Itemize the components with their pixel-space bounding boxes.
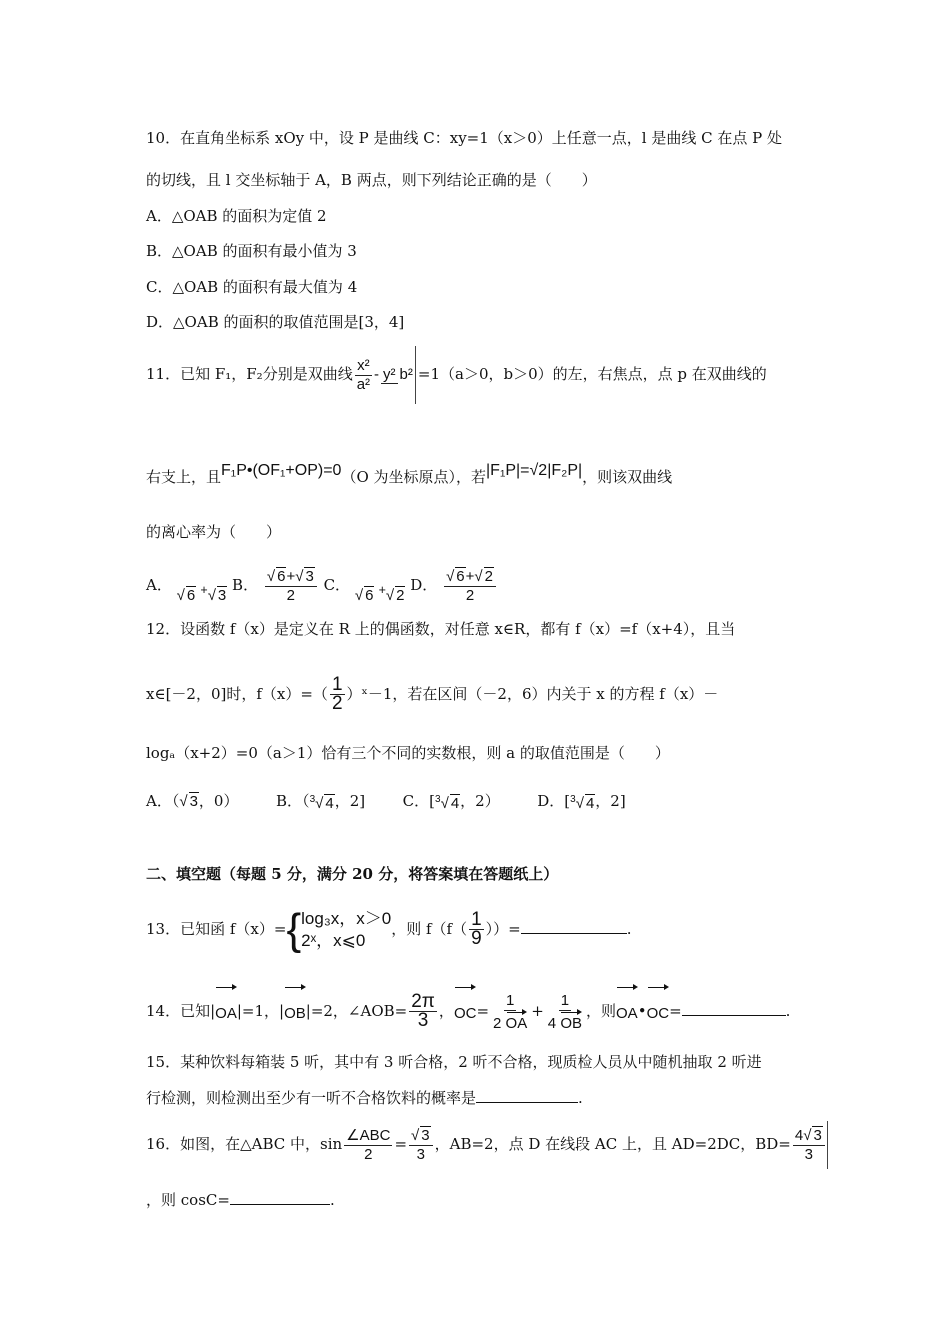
- piecewise-function: { log₃x，x＞0 2ˣ，x⩽0: [286, 905, 392, 955]
- q11-option-a-label: A．: [146, 576, 172, 594]
- q10-line1: 10．在直角坐标系 xOy 中，设 P 是曲线 C：xy=1（x＞0）上任意一点，l 是曲线 C 在点 P 处: [146, 129, 782, 147]
- q16-answer-blank[interactable]: [230, 1204, 330, 1205]
- q11-option-d-label: D．: [410, 576, 438, 594]
- q16-line2: ，则 cosC= .: [146, 1191, 335, 1209]
- vector-oa: OA: [215, 986, 237, 1038]
- q11-option-a-value: √ 6 +√ 3: [176, 583, 227, 604]
- section-2-heading: 二、填空题（每题 5 分，满分 20 分，将答案填在答题纸上）: [146, 865, 559, 883]
- focal-ratio-condition: |F₁P|=√2|F₂P|: [486, 462, 583, 479]
- q10-option-c: C．△OAB 的面积有最大值为 4: [146, 278, 358, 296]
- four-sqrt3-over-three: $\frac{4√ 3}{3}$: [791, 1121, 828, 1169]
- q15-line1: 15．某种饮料每箱装 5 听，其中有 3 听合格，2 听不合格，现质检人员从中随机抽取 2 听进: [146, 1053, 762, 1071]
- cbrt4-value-b: $^3$√ 4: [309, 794, 334, 812]
- q10-option-d: D．△OAB 的面积的取值范围是[3，4]: [146, 313, 405, 331]
- q11-option-b-label: B．: [232, 576, 259, 594]
- hyperbola-equation: $\frac{\text{x²}}{\text{a²}}$ - y² b²: [353, 346, 418, 404]
- two-pi-over-three: $\frac{2\pi}{3}$: [411, 991, 435, 1032]
- q14-answer-blank[interactable]: [682, 1015, 786, 1016]
- q16-line1: 16．如图，在△ABC 中，sin $\frac{\text{∠ABC}}{2}$ = $\frac{√ 3}{3}$ ，AB=2，点 D 在线段 AC 上，且 AD=2DC，BD= $\frac{4√ 3}{3}$: [146, 1120, 828, 1169]
- q13-answer-blank[interactable]: [521, 933, 627, 934]
- q10-line2: 的切线，且 l 交坐标轴于 A，B 两点，则下列结论正确的是（ ）: [146, 171, 597, 189]
- q11-line2: 右支上，且F₁P•(OF₁+OP)=0（O 为坐标原点），若|F₁P|=√2|F₂P|，则该双曲线: [146, 462, 672, 492]
- vector-ob: OB: [284, 986, 306, 1038]
- one-half-fraction: $\frac{1}{2}$: [331, 674, 343, 715]
- sqrt3-over-three: $\frac{√ 3}{3}$: [407, 1121, 435, 1169]
- q11-option-c-label: C．: [323, 576, 351, 594]
- quarter-ob: $\frac{1}{4 OB}$: [547, 991, 582, 1032]
- q11-options: [146, 552, 498, 620]
- q11-option-b-value: $\frac{√ 6+√ 3}{2}$: [263, 562, 319, 610]
- q11-option-d-value: $\frac{√ 6+√ 2}{2}$: [442, 562, 498, 610]
- q11-prefix: 11．已知 F₁，F₂分别是双曲线: [146, 365, 353, 383]
- q10-option-a: A．△OAB 的面积为定值 2: [146, 207, 327, 225]
- q14-line: 14．已知|OA|=1，|OB|=2，∠AOB= $\frac{2\pi}{3}$ ，OC= $\frac{1}{2 OA}$ + $\frac{1}{4 OB}$ ，则OA•OC= .: [146, 986, 790, 1038]
- q10-option-b: B．△OAB 的面积有最小值为 3: [146, 242, 357, 260]
- q12-line1: 12．设函数 f（x）是定义在 R 上的偶函数，对任意 x∈R，都有 f（x）=f（x+4），且当: [146, 620, 736, 638]
- q12-line3: logₐ（x+2）=0（a＞1）恰有三个不同的实数根，则 a 的取值范围是（ ）: [146, 744, 670, 762]
- q13-line: 13．已知函 f（x）={ log₃x，x＞0 2ˣ，x⩽0 ，则 f（f（ $\frac{1}{9}$ ））= .: [146, 898, 632, 961]
- vector-oc: OC: [454, 986, 477, 1038]
- vector-dot-condition: F₁P•(OF₁+OP)=0: [221, 462, 342, 479]
- one-ninth-fraction: $\frac{1}{9}$: [471, 909, 482, 950]
- vector-oa-2: OA: [616, 986, 638, 1038]
- cbrt4-value-c: $^3$√ 4: [435, 794, 460, 812]
- half-oa: $\frac{1}{2 OA}$: [493, 991, 528, 1032]
- sqrt3-value: √ 3: [179, 793, 198, 810]
- q12-options: A．（√ 3，0） B．（$^3$√ 4，2] C．[$^3$√ 4，2） D．[$^3$√ 4，2]: [146, 785, 626, 819]
- angle-abc-over-two: $\frac{\text{∠ABC}}{2}$: [346, 1126, 391, 1163]
- q15-line2: 行检测，则检测出至少有一听不合格饮料的概率是 .: [146, 1089, 583, 1107]
- q11-line3: 的离心率为（ ）: [146, 523, 282, 541]
- q15-answer-blank[interactable]: [476, 1102, 578, 1103]
- vector-oc-2: OC: [647, 986, 670, 1038]
- q12-line2: x∈[－2，0]时，f（x）=（ $\frac{1}{2}$ ）ˣ－1，若在区间（－2，6）内关于 x 的方程 f（x）－: [146, 670, 718, 719]
- q11-line1: [146, 345, 767, 404]
- cbrt4-value-d: $^3$√ 4: [570, 794, 595, 812]
- q11-option-c-value: √ 6 +√ 2: [354, 583, 405, 604]
- q11-line1-suffix: =1（a＞0，b＞0）的左，右焦点，点 p 在双曲线的: [417, 365, 767, 383]
